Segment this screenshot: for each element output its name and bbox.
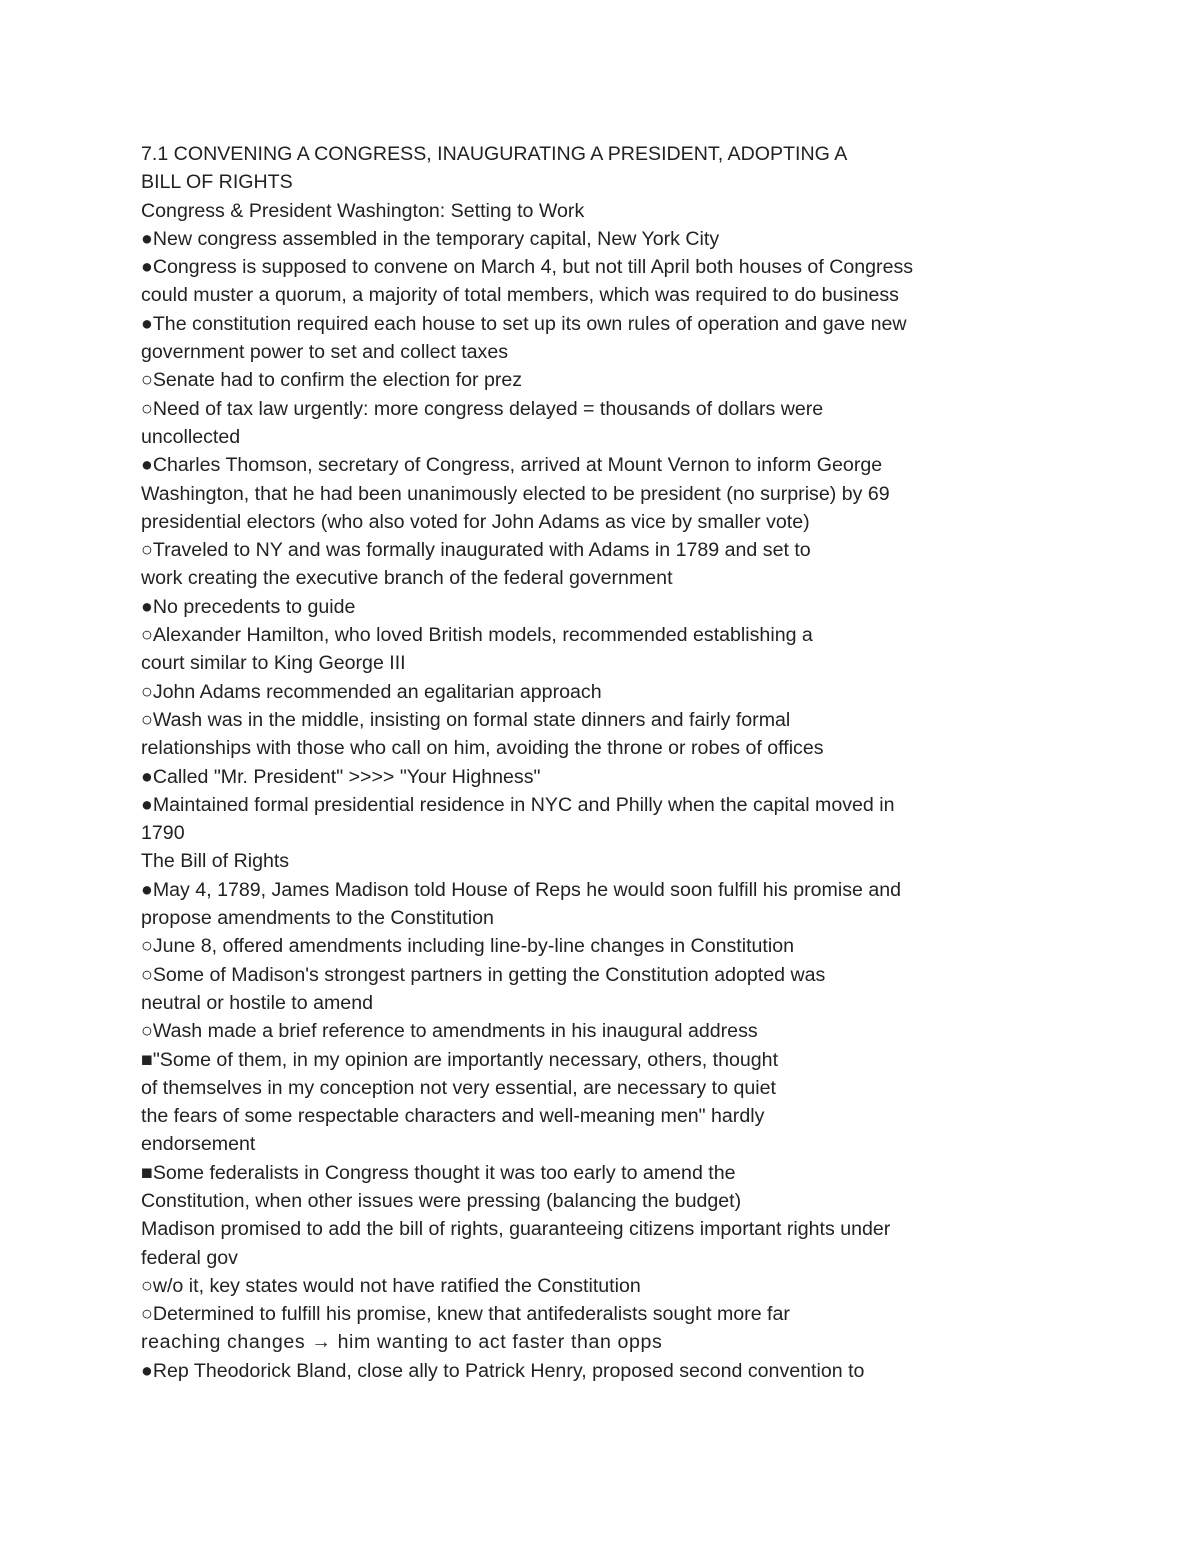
text-line: uncollected (141, 425, 241, 448)
bullet-line: ●No precedents to guide (141, 595, 356, 618)
sub-bullet-line: ○Determined to fulfill his promise, knew that antifederalists sought more far (141, 1303, 790, 1326)
sub-bullet-line: ○Wash was in the middle, insisting on formal state dinners and fairly formal (141, 708, 791, 731)
text-line: relationships with those who call on him, avoiding the throne or robes of offices (141, 737, 824, 760)
bullet-line: ●Called "Mr. President" >>>> "Your Highness" (141, 765, 541, 788)
sub-bullet-line: ○w/o it, key states would not have ratified the Constitution (141, 1274, 641, 1297)
bullet-line: ●New congress assembled in the temporary capital, New York City (141, 227, 720, 250)
text-line: presidential electors (who also voted for John Adams as vice by smaller vote) (141, 510, 810, 533)
text-line: government power to set and collect taxes (141, 341, 509, 364)
square-bullet-line: ■Some federalists in Congress thought it was too early to amend the (141, 1161, 736, 1184)
text-line: propose amendments to the Constitution (141, 907, 494, 930)
text-line: Washington, that he had been unanimously elected to be president (no surprise) by 69 (141, 482, 890, 505)
bullet-line: ●The constitution required each house to set up its own rules of operation and gave new (141, 312, 907, 335)
bullet-line: ●May 4, 1789, James Madison told House of Reps he would soon fulfill his promise and (141, 878, 902, 901)
sub-bullet-line: ○June 8, offered amendments including line-by-line changes in Constitution (141, 935, 795, 958)
sub-bullet-line: ○John Adams recommended an egalitarian approach (141, 680, 602, 703)
bullet-line: ●Rep Theodorick Bland, close ally to Patrick Henry, proposed second convention to (141, 1359, 865, 1382)
sub-bullet-line: ○Need of tax law urgently: more congress delayed = thousands of dollars were (141, 397, 824, 420)
text-line: reaching changes → him wanting to act faster than opps (141, 1331, 663, 1354)
bullet-line: ●Maintained formal presidential residence in NYC and Philly when the capital moved in (141, 793, 895, 816)
text-line: court similar to King George III (141, 652, 406, 675)
text-line: federal gov (141, 1246, 238, 1269)
text-line: could muster a quorum, a majority of total members, which was required to do business (141, 284, 899, 307)
text-line: Madison promised to add the bill of rights, guaranteeing citizens important rights under (141, 1218, 891, 1241)
subheading: Congress & President Washington: Setting to Work (141, 199, 585, 222)
text-line: endorsement (141, 1133, 256, 1156)
subheading: The Bill of Rights (141, 850, 290, 873)
sub-bullet-line: ○Alexander Hamilton, who loved British models, recommended establishing a (141, 624, 813, 647)
sub-bullet-line: ○Traveled to NY and was formally inaugurated with Adams in 1789 and set to (141, 539, 811, 562)
sub-bullet-line: ○Senate had to confirm the election for prez (141, 369, 523, 392)
square-bullet-line: ■"Some of them, in my opinion are importantly necessary, others, thought (141, 1048, 779, 1071)
text-line: the fears of some respectable characters and well-meaning men" hardly (141, 1105, 765, 1128)
bullet-line: ●Charles Thomson, secretary of Congress, arrived at Mount Vernon to inform George (141, 454, 883, 477)
text-line: neutral or hostile to amend (141, 991, 373, 1014)
bullet-line: ●Congress is supposed to convene on March 4, but not till April both houses of Congress (141, 256, 914, 279)
text-line: of themselves in my conception not very essential, are necessary to quiet (141, 1076, 776, 1099)
text-line: Constitution, when other issues were pressing (balancing the budget) (141, 1189, 742, 1212)
sub-bullet-line: ○Some of Madison's strongest partners in getting the Constitution adopted was (141, 963, 826, 986)
section-heading-continued: BILL OF RIGHTS (141, 171, 293, 194)
text-line: 1790 (141, 822, 185, 845)
text-line: work creating the executive branch of the federal government (141, 567, 673, 590)
sub-bullet-line: ○Wash made a brief reference to amendments in his inaugural address (141, 1020, 758, 1043)
section-heading: 7.1 CONVENING A CONGRESS, INAUGURATING A PRESIDENT, ADOPTING A (141, 143, 848, 165)
document-body (141, 140, 1041, 1385)
